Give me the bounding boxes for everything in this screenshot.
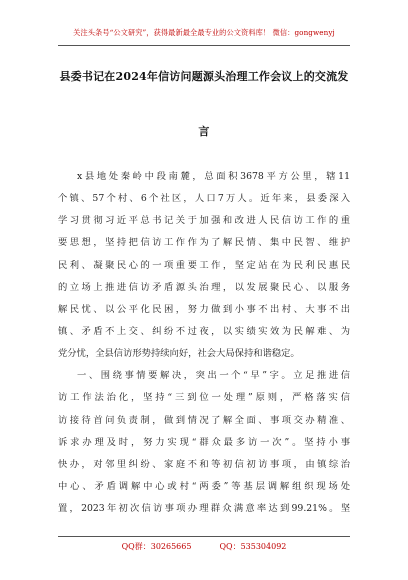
body-line: 个镇、57个村、6个社区，人口7万人。近年来，县委深入 — [58, 193, 350, 205]
body-line: 一、围绕事情要解决，突出一个“早”字。立足推进信 — [77, 370, 350, 382]
document-title-line-1: 县委书记在2024年信访问题源头治理工作会议上的交流发 — [59, 70, 349, 83]
document-title-line-2: 言 — [198, 125, 210, 138]
body-line: 访接待首问负责制，做到情况了解全面、事项交办精准、 — [58, 414, 350, 426]
body-line: 学习贯彻习近平总书记关于加强和改进人民信访工作的重 — [58, 215, 350, 227]
body-line: 党分忧，全县信访形势持续向好，社会大局保持和谐稳定。 — [58, 348, 300, 360]
footer-qq-number: QQ：535304092 — [219, 542, 287, 551]
body-line: 中心、矛盾调解中心或村“两委”等基层调解组织现场处 — [58, 480, 350, 492]
footer-contact — [0, 541, 408, 552]
footer-qq-group: QQ群：30265665 — [121, 542, 192, 551]
body-line: 置，2023年初次信访事项办理群众满意率达到99.21%。坚 — [58, 503, 350, 515]
body-line: 民利、凝聚民心的一项重要工作，坚定站在为民利民惠民 — [58, 259, 350, 271]
body-line: 解民忧、以公平化民困，努力做到小事不出村、大事不出 — [58, 303, 350, 315]
body-line: 诉求办理及时，努力实现“群众最多访一次”。坚持小事 — [58, 436, 350, 448]
body-line: 的立场上推进信访矛盾源头治理，以发展聚民心、以服务 — [58, 281, 350, 293]
header-notice: 关注头条号“公文研究”，获得最新最全最专业的公文资料库！ 微信：gongwenyj — [73, 28, 335, 37]
document-body — [58, 166, 350, 520]
body-line: x县地处秦岭中段南麓，总面积3678平方公里，辖11 — [77, 171, 350, 182]
header-divider — [58, 45, 350, 46]
footer-divider — [58, 536, 350, 537]
body-line: 镇、矛盾不上交、纠纷不过夜，以实绩实效为民解难、为 — [58, 325, 350, 337]
body-line: 访工作法治化，坚持“三到位一处理”原则，严格落实信 — [58, 392, 350, 404]
body-line: 要思想，坚持把信访工作作为了解民情、集中民智、维护 — [58, 237, 350, 249]
body-line: 快办，对邻里纠纷、家庭不和等初信初访事项，由镇综治 — [58, 458, 350, 470]
